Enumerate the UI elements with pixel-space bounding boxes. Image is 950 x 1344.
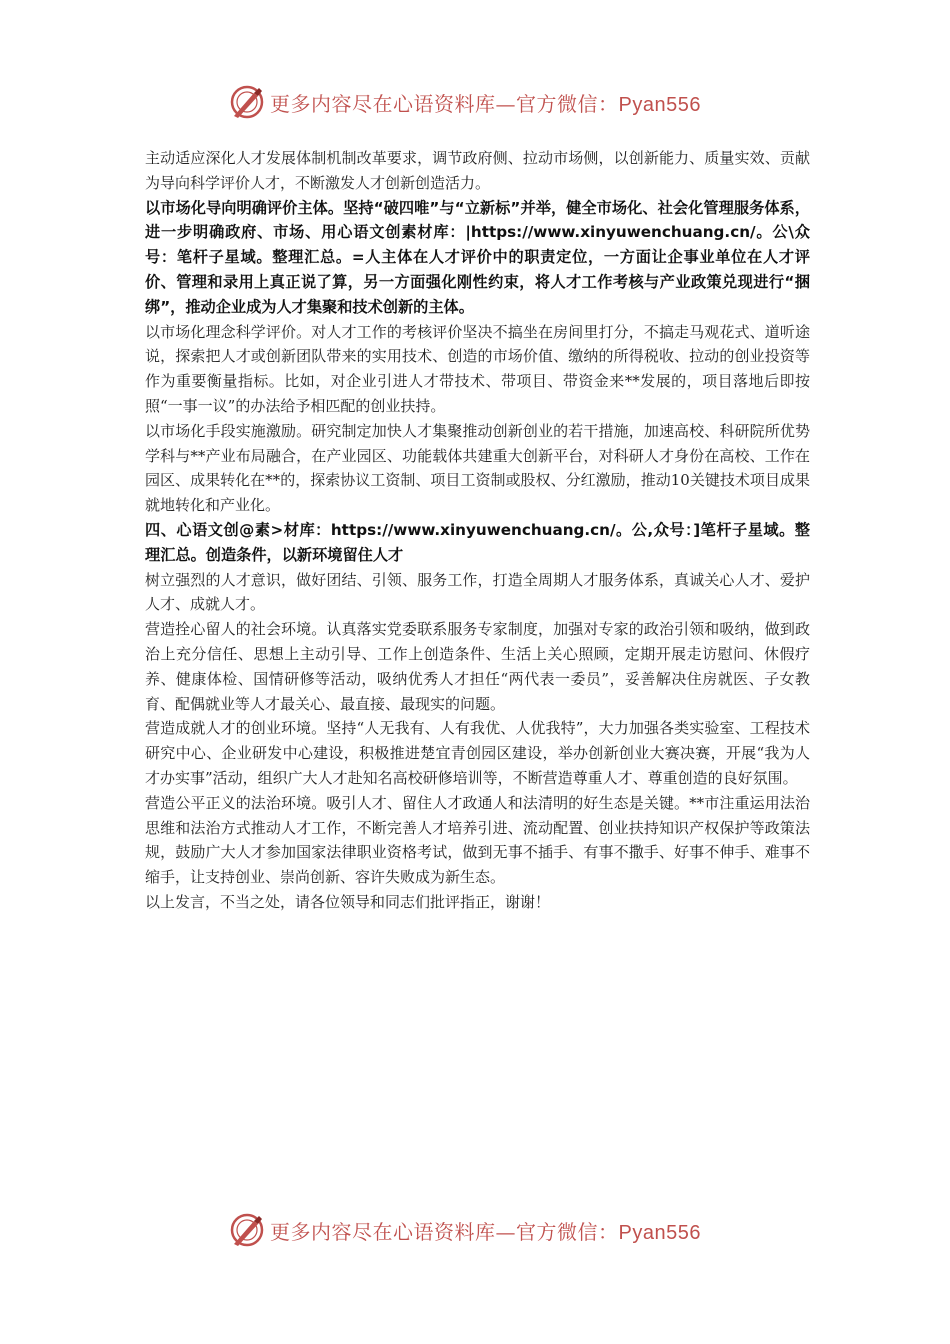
banner-wechat-id: Pyan556 [618,1221,701,1244]
document-body [145,146,810,915]
banner-main-text: 更多内容尽在心语资料库 [270,91,496,116]
banner-wechat-label: 官方微信： [516,1219,619,1244]
paragraph: 营造拴心留人的社会环境。认真落实党委联系服务专家制度，加强对专家的政治引领和吸纳，做到政治上充分信任、思想上主动引导、工作上创造条件、生活上关心照顾，定期开展走访慰问、休假疗养、健康体检、国情研修等活动，吸纳优秀人才担任“两代表一委员”，妥善解决住房就医、子女教育、配偶就业等人才最关心、最直接、最现实的问题。 [145,620,810,713]
pen-logo-icon [228,1211,266,1249]
banner-main-text: 更多内容尽在心语资料库 [270,1219,496,1244]
header-banner [228,82,748,122]
paragraph: 以市场化手段实施激励。研究制定加快人才集聚推动创新创业的若干措施，加速高校、科研院所优势学科与**产业布局融合，在产业园区、功能载体共建重大创新平台，对科研人才身份在高校、工作在园区、成果转化在**的，探索协议工资制、项目工资制或股权、分红激励，推动10关键技术项目成果就地转化和产业化。 [145,421,810,515]
banner-dash: — [495,91,516,116]
pen-logo-icon [228,83,266,121]
banner-wechat-id: Pyan556 [618,93,701,116]
bold-paragraph: 以市场化导向明确评价主体。坚持“破四唯”与“立新标”并举，健全市场化、社会化管理服务体系，进一步明确政府、市场、用心语文创素材库：|https://www.xinyuwenchuang.cn/。公\众号：笔杆子星域。整理汇总。=人主体在人才评价中的职责定位，一方面让企事业单位在人才评价、管理和录用上真正说了算，另一方面强化刚性约束，将人才工作考核与产业政策兑现进行“捆绑”，推动企业成为人才集聚和技术创新的主体。 [145,198,810,316]
paragraph: 营造公平正义的法治环境。吸引人才、留住人才政通人和法清明的好生态是关键。**市注重运用法治思维和法治方式推动人才工作，不断完善人才培养引进、流动配置、创业扶持知识产权保护等政策法规，鼓励广大人才参加国家法律职业资格考试，做到无事不插手、有事不撒手、好事不伸手、难事不缩手，让支持创业、崇尚创新、容许失败成为新生态。 [145,793,810,887]
paragraph: 以市场化理念科学评价。对人才工作的考核评价坚决不搞坐在房间里打分，不搞走马观花式、道听途说，探索把人才或创新团队带来的实用技术、创造的市场价值、缴纳的所得税收、拉动的创业投资等作为重要衡量指标。比如，对企业引进人才带技术、带项目、带资金来**发展的，项目落地后即按照“一事一议”的办法给予相匹配的创业扶持。 [145,322,810,415]
paragraph: 营造成就人才的创业环境。坚持“人无我有、人有我优、人优我特”，大力加强各类实验室、工程技术研究中心、企业研发中心建设，积极推进楚宜青创园区建设，举办创新创业大赛决赛，开展“我为人才办实事”活动，组织广大人才赴知名高校研修培训等，不断营造尊重人才、尊重创造的良好氛围。 [145,719,810,787]
paragraph: 树立强烈的人才意识，做好团结、引领、服务工作，打造全周期人才服务体系，真诚关心人才、爱护人才、成就人才。 [145,570,810,614]
closing-paragraph: 以上发言，不当之处，请各位领导和同志们批评指正，谢谢！ [145,892,551,911]
header-banner-text [270,88,701,117]
footer-banner [228,1210,748,1250]
banner-wechat-label: 官方微信： [516,91,619,116]
banner-dash: — [495,1219,516,1244]
footer-banner-text [270,1216,701,1245]
paragraph: 主动适应深化人才发展体制机制改革要求，调节政府侧、拉动市场侧，以创新能力、质量实效、贡献为导向科学评价人才，不断激发人才创新创造活力。 [145,149,810,192]
section-heading: 四、心语文创@素>材库：https://www.xinyuwenchuang.cn/。公,众号：]笔杆子星域。整理汇总。创造条件，以新环境留住人才 [145,520,810,564]
